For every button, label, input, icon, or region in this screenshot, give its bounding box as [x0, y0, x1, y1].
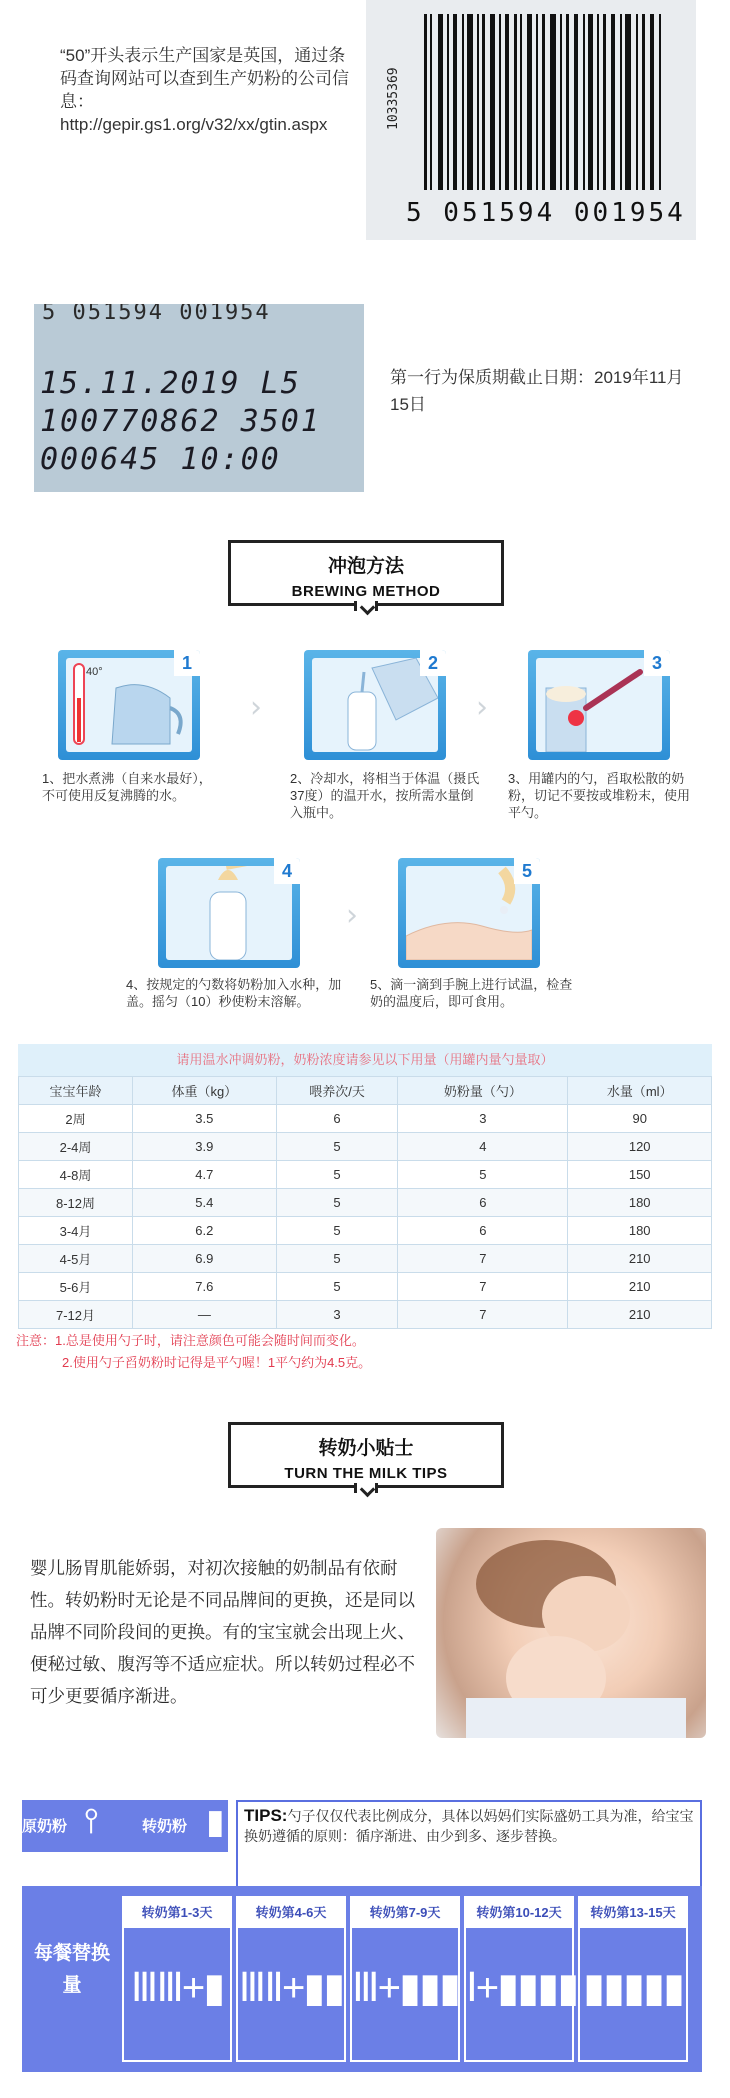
feeding-table-title: 请用温水冲调奶粉，奶粉浓度请参见以下用量（用罐内量勺量取） [18, 1044, 712, 1076]
stage-1 [122, 1896, 232, 2062]
stage-label: 转奶第10-12天 [466, 1898, 572, 1928]
chevron-right-icon: › [250, 690, 262, 725]
step-2-number: 2 [420, 650, 446, 676]
heading-notch [354, 601, 378, 611]
table-cell: 6.2 [133, 1217, 277, 1245]
feeding-table [18, 1076, 712, 1329]
step-3-number: 3 [644, 650, 670, 676]
expiry-cut-barcode: 5 051594 001954 [42, 304, 271, 325]
table-cell: 5 [276, 1133, 398, 1161]
table-row [19, 1105, 712, 1133]
table-cell: 180 [568, 1189, 712, 1217]
table-row [19, 1245, 712, 1273]
legend-bar [22, 1800, 228, 1852]
table-header: 喂养次/天 [276, 1077, 398, 1105]
legend-old-label: 原奶粉 [22, 1818, 68, 1835]
table-cell: 180 [568, 1217, 712, 1245]
step-5-image [398, 858, 540, 968]
stage-3 [350, 1896, 460, 2062]
spoon-icons: ⅢⅢ+▮ [130, 1966, 224, 2010]
step-3-image [528, 650, 670, 760]
table-cell: 4-5月 [19, 1245, 133, 1273]
table-notes [16, 1330, 371, 1374]
tips-label: TIPS: [244, 1806, 288, 1825]
table-cell: 5-6月 [19, 1273, 133, 1301]
table-cell: 210 [568, 1245, 712, 1273]
table-cell: 7-12月 [19, 1301, 133, 1329]
step-5-text: 5、滴一滴到手腕上进行试温，检查奶的温度后，即可食用。 [370, 977, 573, 1009]
table-row [19, 1161, 712, 1189]
expiry-description: 第一行为保质期截止日期：2019年11月15日 [390, 368, 684, 414]
table-cell: 3-4月 [19, 1217, 133, 1245]
tips-heading [228, 1422, 504, 1488]
barcode-description: “50”开头表示生产国家是英国，通过条码查询网站可以查到生产奶粉的公司信息：http://gepir.gs1.org/v32/xx/gtin.aspx [60, 46, 349, 134]
table-cell: 7.6 [133, 1273, 277, 1301]
table-cell: 4.7 [133, 1161, 277, 1189]
note-2: 2.使用勺子舀奶粉时记得是平勺喔！1平勺约为4.5克。 [62, 1355, 372, 1370]
table-cell: 3 [398, 1105, 568, 1133]
table-cell: 5.4 [133, 1189, 277, 1217]
barcode-number: 5 051594 001954 [406, 198, 686, 228]
step-4-image [158, 858, 300, 968]
old-spoon-icon: ⫯ [84, 1802, 99, 1840]
step-1-image [58, 650, 200, 760]
step-1-text: 1、把水煮沸（自来水最好），不可使用反复沸腾的水。 [42, 771, 212, 803]
step-1-number: 1 [174, 650, 200, 676]
brewing-heading-en: BREWING METHOD [291, 583, 441, 600]
stage-label: 转奶第1-3天 [124, 1898, 230, 1928]
table-cell: 6 [276, 1105, 398, 1133]
stage-4 [464, 1896, 578, 2062]
step-2-image [304, 650, 446, 760]
step-4-number: 4 [274, 858, 300, 884]
switch-grid [22, 1886, 702, 2072]
table-header: 水量（ml） [568, 1077, 712, 1105]
table-header-row [19, 1077, 712, 1105]
expiry-line-3: 000645 10:00 [40, 442, 281, 477]
spoon-icons: ▮▮▮▮▮ [582, 1966, 684, 2010]
table-cell: 7 [398, 1273, 568, 1301]
table-cell: 6 [398, 1217, 568, 1245]
tips-heading-en: TURN THE MILK TIPS [284, 1465, 448, 1482]
mother-baby-illustration [436, 1528, 706, 1738]
mother-baby-photo [436, 1528, 706, 1738]
table-cell: 7 [398, 1301, 568, 1329]
table-cell: 5 [276, 1273, 398, 1301]
stage-2 [236, 1896, 346, 2062]
table-cell: 5 [276, 1161, 398, 1189]
table-header: 奶粉量（勺） [398, 1077, 568, 1105]
table-cell: 120 [568, 1133, 712, 1161]
tips-paragraph: 婴儿肠胃肌能娇弱，对初次接触的奶制品有依耐性。转奶粉时无论是不同品牌间的更换，还是同以品牌不同阶段间的更换。有的宝宝就会出现上火、便秘过敏、腹泻等不适应症状。所以转奶过程必不可少更要循序渐进。 [30, 1558, 415, 1706]
stage-5 [578, 1896, 688, 2062]
table-row [19, 1189, 712, 1217]
heading-notch [354, 1483, 378, 1493]
barcode-vertical-number: 10335369 [386, 67, 401, 130]
legend-new-label: 转奶粉 [142, 1818, 188, 1835]
tips-text: 勺子仅仅代表比例成分，具体以妈妈们实际盛奶工具为准，给宝宝换奶遵循的原则：循序渐进、由少到多、逐步替换。 [244, 1808, 694, 1844]
table-cell: 8-12周 [19, 1189, 133, 1217]
note-1: 注意：1.总是使用勺子时，请注意颜色可能会随时间而变化。 [16, 1333, 365, 1348]
barcode-photo [366, 0, 696, 240]
step-5-number: 5 [514, 858, 540, 884]
spoon-icons: ⅢⅡ+▮▮ [238, 1966, 344, 2010]
chevron-right-icon: › [476, 690, 488, 725]
step-4-text: 4、按规定的勺数将奶粉加入水种，加盖。摇匀（10）秒使粉末溶解。 [126, 977, 342, 1009]
expiry-line-2: 100770862 3501 [40, 404, 321, 439]
table-row [19, 1133, 712, 1161]
new-spoon-icon: ▮ [206, 1803, 225, 1841]
table-cell: 6 [398, 1189, 568, 1217]
expiry-line-1: 15.11.2019 L5 [40, 366, 301, 401]
table-cell: 3 [276, 1301, 398, 1329]
table-cell: 210 [568, 1273, 712, 1301]
tips-heading-cn: 转奶小贴士 [318, 1438, 414, 1459]
table-cell: 5 [276, 1189, 398, 1217]
row-label: 每餐替换量 [33, 1943, 110, 1996]
table-header: 体重（kg） [133, 1077, 277, 1105]
table-cell: 5 [398, 1161, 568, 1189]
table-row [19, 1273, 712, 1301]
table-cell: 5 [276, 1245, 398, 1273]
table-cell: — [133, 1301, 277, 1329]
table-row [19, 1301, 712, 1329]
table-cell: 150 [568, 1161, 712, 1189]
table-cell: 90 [568, 1105, 712, 1133]
table-cell: 2-4周 [19, 1133, 133, 1161]
table-row [19, 1217, 712, 1245]
stage-label: 转奶第7-9天 [352, 1898, 458, 1928]
stage-label: 转奶第13-15天 [580, 1898, 686, 1928]
table-cell: 2周 [19, 1105, 133, 1133]
spoon-icons: Ⅰ+▮▮▮▮ [466, 1966, 578, 2010]
step-3-text: 3、用罐内的勺，舀取松散的奶粉，切记不要按或堆粉末，使用平勺。 [508, 771, 691, 820]
table-header: 宝宝年龄 [19, 1077, 133, 1105]
spoon-icons: Ⅲ+▮▮▮ [352, 1966, 459, 2010]
stage-label: 转奶第4-6天 [238, 1898, 344, 1928]
table-cell: 3.5 [133, 1105, 277, 1133]
table-cell: 3.9 [133, 1133, 277, 1161]
table-cell: 210 [568, 1301, 712, 1329]
tips-box [236, 1800, 702, 1892]
step-2-text: 2、冷却水，将相当于体温（摄氏37度）的温开水，按所需水量倒入瓶中。 [290, 771, 480, 820]
table-cell: 7 [398, 1245, 568, 1273]
table-cell: 4-8周 [19, 1161, 133, 1189]
brewing-heading-cn: 冲泡方法 [327, 556, 404, 577]
table-cell: 4 [398, 1133, 568, 1161]
brewing-heading [228, 540, 504, 606]
table-cell: 5 [276, 1217, 398, 1245]
table-cell: 6.9 [133, 1245, 277, 1273]
step-1-badge: 40° [86, 666, 103, 678]
chevron-right-icon: › [346, 898, 358, 933]
expiry-photo [34, 304, 364, 492]
